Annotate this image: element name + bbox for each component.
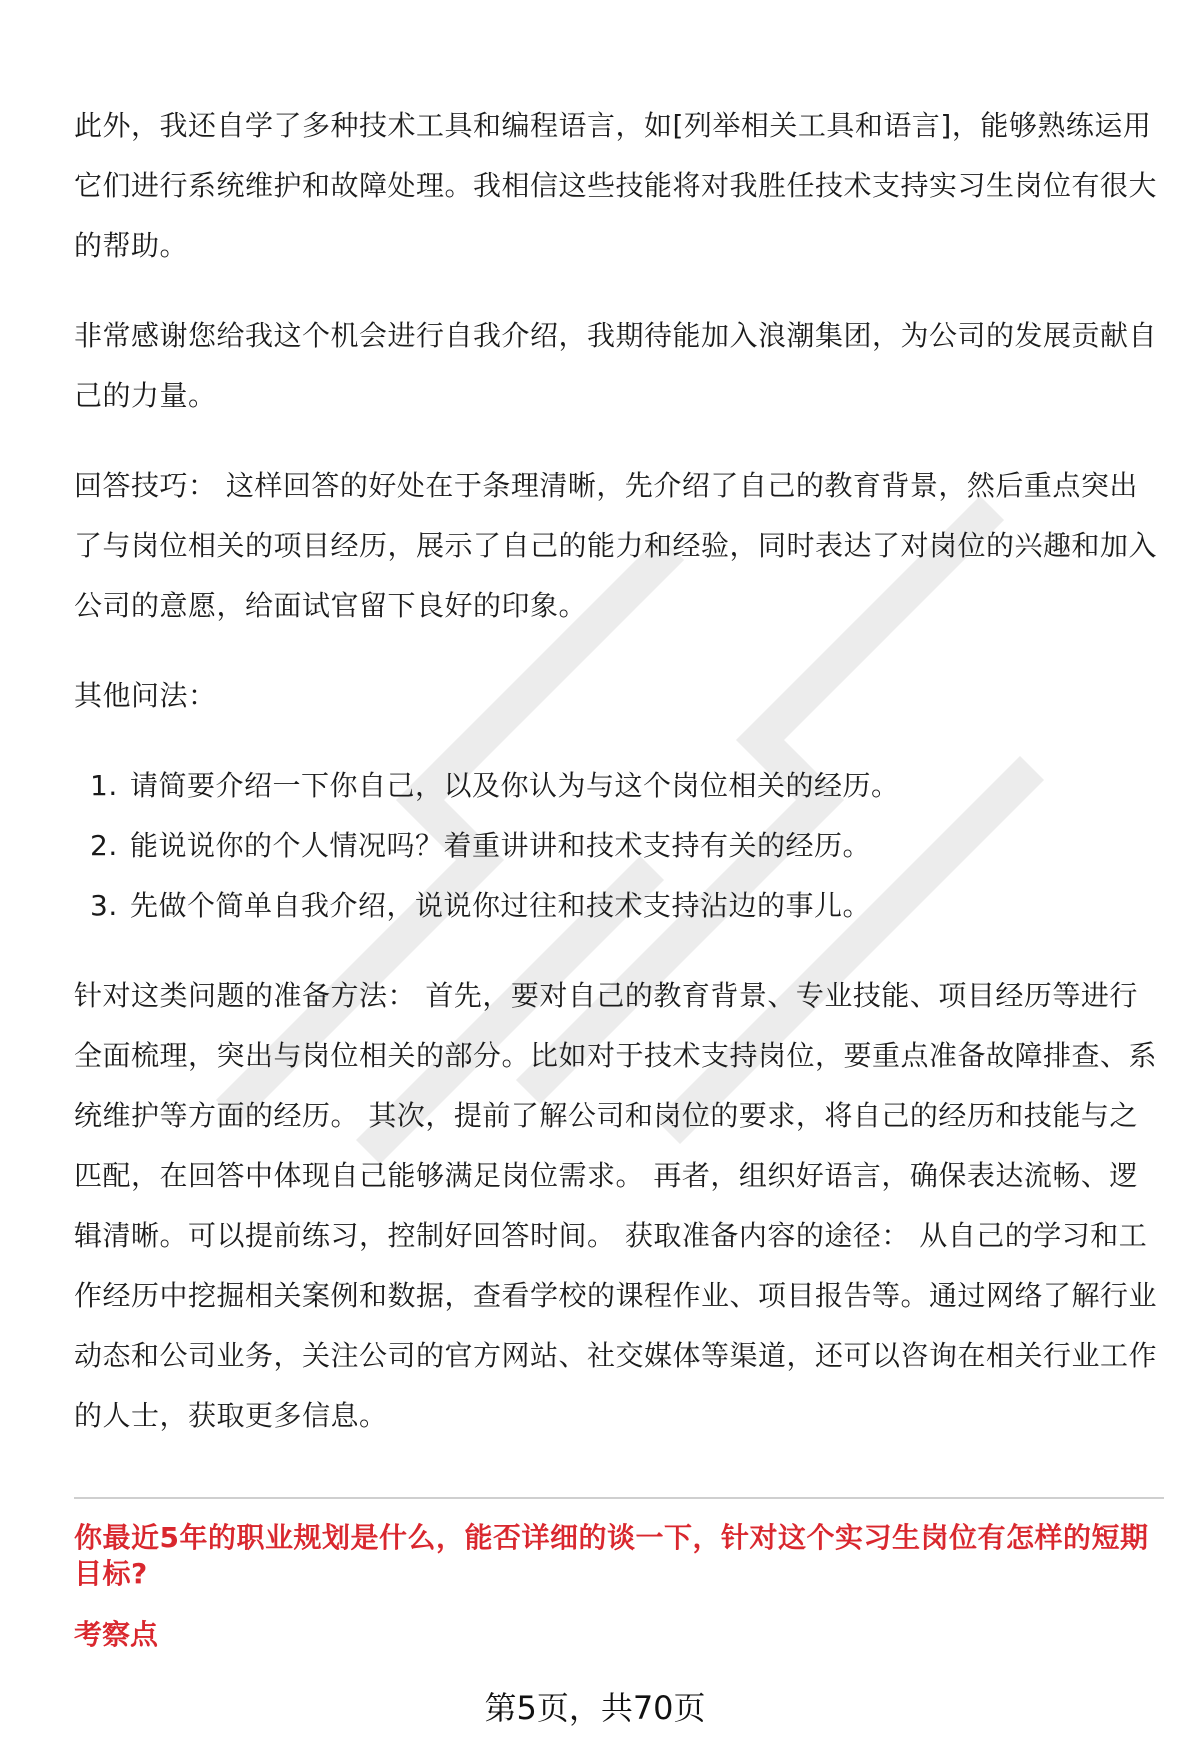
paragraph-other-questions-label: 其他问法： — [74, 679, 217, 712]
page-number: 第5页，共70页 — [484, 1689, 706, 1727]
paragraph-answer-tips: 回答技巧： 这样回答的好处在于条理清晰，先介绍了自己的教育背景，然后重点突出了与岗位相关的项目经历，展示了自己的能力和经验，同时表达了对岗位的兴趣和加入公司的意愿，给面试官留下良好的印象。 — [74, 469, 1158, 622]
paragraph-skills: 此外，我还自学了多种技术工具和编程语言，如[列举相关工具和语言]，能够熟练运用它们进行系统维护和故障处理。我相信这些技能将对我胜任技术支持实习生岗位有很大的帮助。 — [74, 109, 1158, 262]
other-questions-list — [74, 756, 1160, 936]
divider — [74, 1497, 1164, 1499]
paragraph-preparation: 针对这类问题的准备方法： 首先，要对自己的教育背景、专业技能、项目经历等进行全面梳理，突出与岗位相关的部分。比如对于技术支持岗位，要重点准备故障排查、系统维护等方面的经历。 其次，提前了解公司和岗位的要求，将自己的经历和技能与之匹配，在回答中体现自己能够满足岗位需求。 再者，组织好语言，确保表达流畅、逻辑清晰。可以提前练习，控制好回答时间。 获取准备内容的途径： 从自己的学习和工作经历中挖掘相关案例和数据，查看学校的课程作业、项目报告等。通过网络了解行业动态和公司业务，关注公司的官方网站、社交媒体等渠道，还可以咨询在相关行业工作的人士，获取更多信息。 — [74, 979, 1158, 1432]
question-heading: 你最近5年的职业规划是什么，能否详细的谈一下，针对这个实习生岗位有怎样的短期目标? — [74, 1521, 1149, 1590]
list-item: 1. 请简要介绍一下你自己，以及你认为与这个岗位相关的经历。 — [90, 769, 900, 802]
list-item: 3. 先做个简单自我介绍，说说你过往和技术支持沾边的事儿。 — [90, 889, 872, 922]
page-body — [74, 96, 1160, 1476]
list-item: 2. 能说说你的个人情况吗？着重讲讲和技术支持有关的经历。 — [90, 829, 872, 862]
section-subheading: 考察点 — [74, 1618, 159, 1651]
paragraph-thanks: 非常感谢您给我这个机会进行自我介绍，我期待能加入浪潮集团，为公司的发展贡献自己的力量。 — [74, 319, 1158, 412]
